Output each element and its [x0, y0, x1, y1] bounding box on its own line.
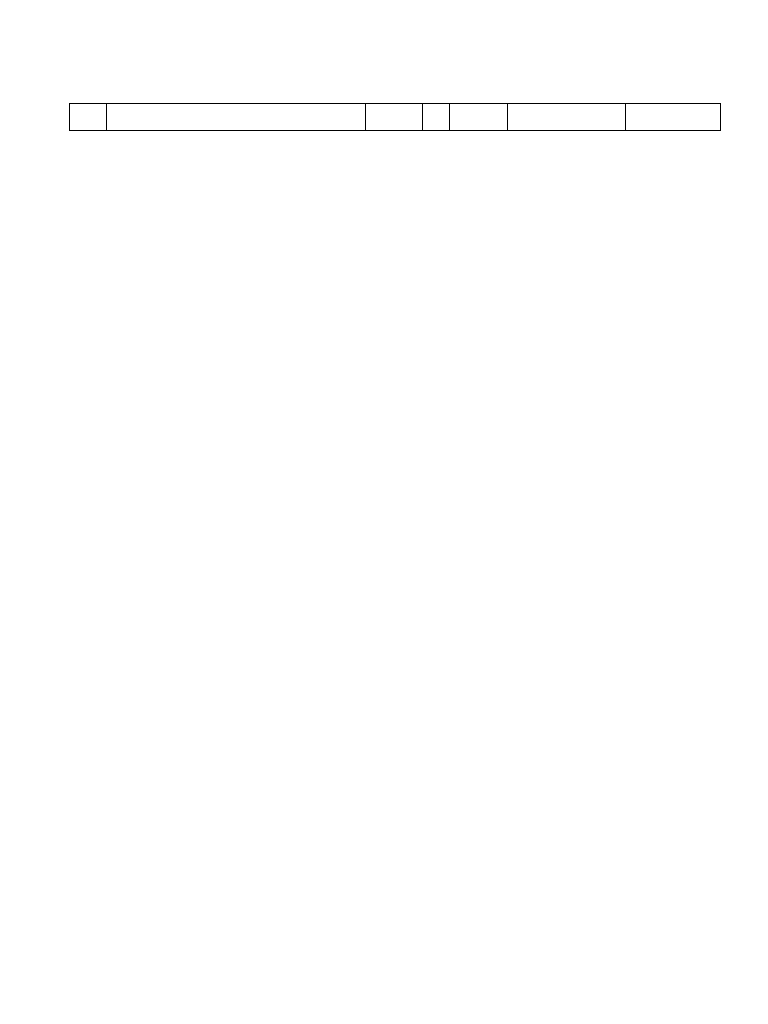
header-unit: [423, 104, 450, 131]
header-amount: [507, 104, 625, 131]
estimate-table-1: [69, 103, 721, 131]
header-description: [107, 104, 365, 131]
header-qty: [365, 104, 423, 131]
table-header-row: [70, 104, 721, 131]
header-remark: [626, 104, 721, 131]
header-code: [70, 104, 107, 131]
header-rate: [450, 104, 508, 131]
